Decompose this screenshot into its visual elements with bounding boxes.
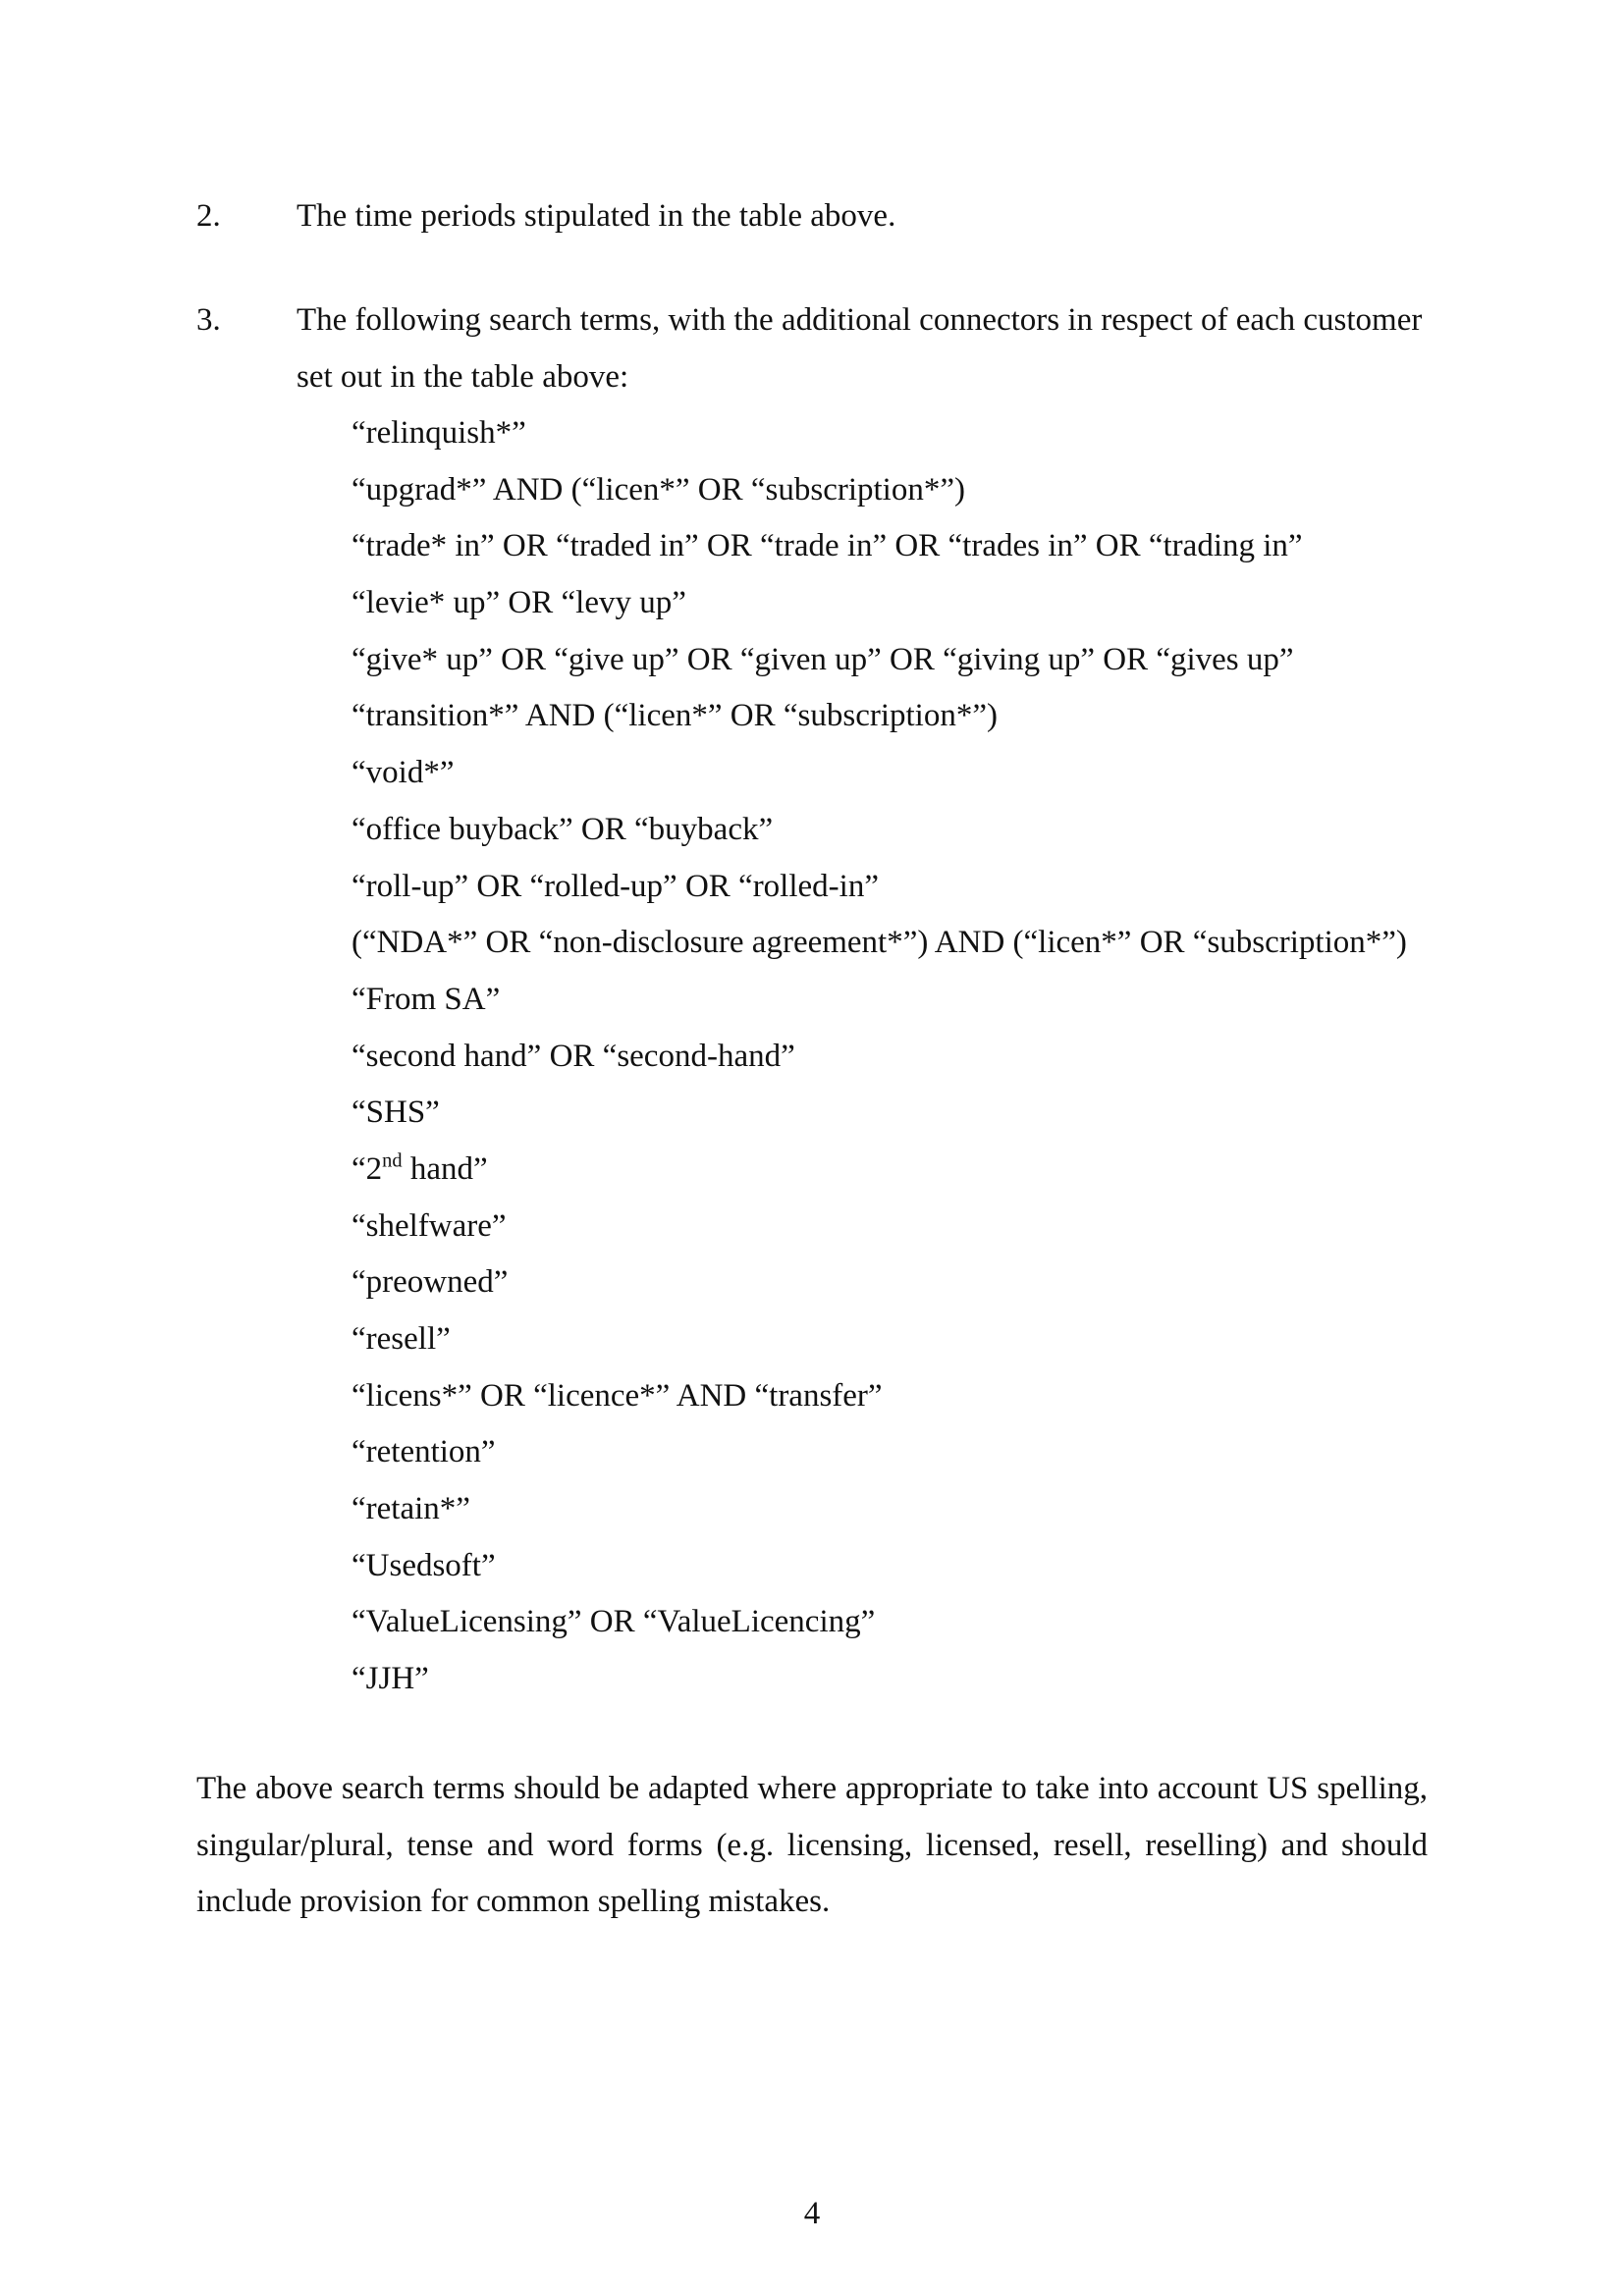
numbered-item-2 (196, 188, 1428, 245)
search-term: “ValueLicensing” OR “ValueLicencing” (352, 1604, 876, 1640)
search-term: “Usedsoft” (352, 1547, 496, 1583)
closing-paragraph: The above search terms should be adapted where appropriate to take into account US spelling, singular/plural, tense and word forms (e.g. licensing, licensed, resell, reselling) and should include provision for common spelling mistakes. (196, 1771, 1428, 1920)
search-term: “licens*” OR “licence*” AND “transfer” (352, 1377, 883, 1414)
search-term: “SHS” (352, 1095, 440, 1131)
search-term: “JJH” (352, 1661, 429, 1697)
search-term: “resell” (352, 1321, 451, 1357)
search-terms-list (352, 405, 1432, 1708)
search-term: “shelfware” (352, 1207, 507, 1244)
term-suffix: hand” (402, 1150, 488, 1187)
search-term: “levie* up” OR “levy up” (352, 585, 686, 621)
search-term: “office buyback” OR “buyback” (352, 811, 774, 847)
ordinal-suffix: nd (382, 1149, 403, 1172)
numbered-item-3 (196, 293, 1428, 405)
search-term: “preowned” (352, 1264, 509, 1301)
search-term: “retention” (352, 1434, 496, 1470)
page-number: 4 (803, 2196, 821, 2231)
search-term (352, 1142, 1432, 1199)
search-term: “retain*” (352, 1491, 470, 1527)
item-text: The following search terms, with the additional connectors in respect of each customer set out in the table above: (297, 302, 1423, 395)
search-term: “trade* in” OR “traded in” OR “trade in” OR “trades in” OR “trading in” (352, 528, 1303, 564)
search-term: (“NDA*” OR “non-disclosure agreement*”) AND (“licen*” OR “subscription*”) (352, 925, 1407, 961)
search-term: “upgrad*” AND (“licen*” OR “subscription*”) (352, 471, 965, 507)
search-term: “void*” (352, 755, 455, 791)
item-number: 3. (196, 302, 221, 338)
search-term: “second hand” OR “second-hand” (352, 1038, 795, 1074)
search-term: “give* up” OR “give up” OR “given up” OR “giving up” OR “gives up” (352, 641, 1294, 677)
search-term: “transition*” AND (“licen*” OR “subscription*”) (352, 698, 998, 734)
search-term: “From SA” (352, 981, 501, 1017)
search-term: “roll-up” OR “rolled-up” OR “rolled-in” (352, 868, 879, 904)
search-term: “relinquish*” (352, 415, 526, 451)
item-text: The time periods stipulated in the table above. (297, 198, 896, 234)
term-prefix: “2 (352, 1150, 383, 1187)
item-number: 2. (196, 198, 221, 234)
